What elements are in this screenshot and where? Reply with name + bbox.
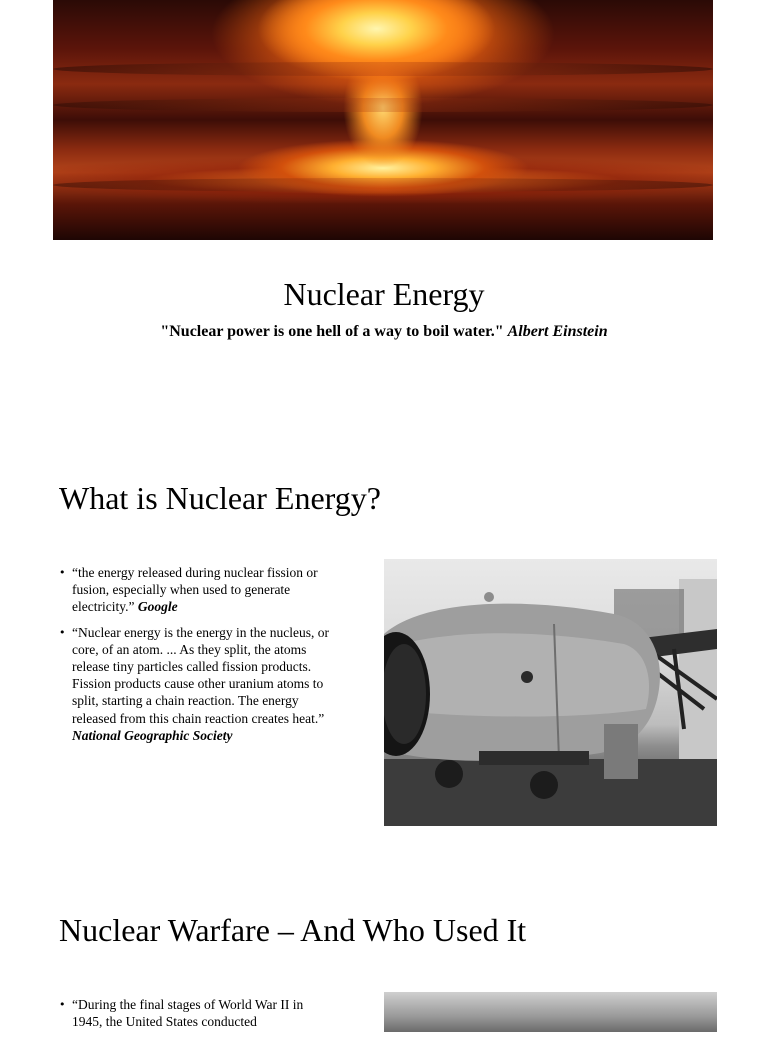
- historical-photo: [384, 992, 717, 1032]
- quote-author: Albert Einstein: [507, 323, 608, 340]
- bullet-source: Google: [137, 599, 178, 615]
- bullet-dot-icon: •: [59, 625, 66, 639]
- bomb-photo: [384, 559, 717, 826]
- quote-text: "Nuclear power is one hell of a way to boil water.": [160, 323, 504, 340]
- cloud-band: [53, 178, 713, 192]
- bullet-text: “Nuclear energy is the energy in the nucleus, or core, of an atom. ... As they split, the atoms release tiny particles called fission products. Fission products cause other uranium atoms to split, starting a chain reaction. The energy released from this chain reaction creates heat.”: [72, 624, 330, 726]
- cloud-band: [53, 98, 713, 112]
- section-heading-what-is: What is Nuclear Energy?: [59, 480, 381, 516]
- slide-quote: [0, 322, 768, 342]
- bullet-list: [56, 996, 336, 1038]
- cloud-band: [53, 62, 713, 76]
- bullet-text: “the energy released during nuclear fission or fusion, especially when used to generate electricity.”: [72, 565, 318, 615]
- bullet-list: [56, 564, 336, 752]
- bullet-dot-icon: •: [59, 566, 66, 579]
- list-item: [56, 564, 336, 616]
- list-item: [56, 624, 336, 744]
- list-item: [56, 996, 336, 1030]
- bullet-text: “During the final stages of World War II in 1945, the United States conducted: [72, 997, 304, 1030]
- section-heading-nuclear-warfare: Nuclear Warfare – And Who Used It: [59, 912, 527, 948]
- hero-image-nuclear-explosion: [53, 0, 713, 240]
- bullet-dot-icon: •: [59, 998, 66, 1011]
- bullet-source: National Geographic Society: [72, 727, 233, 743]
- bomb-illustration: [384, 559, 717, 826]
- slide-title: Nuclear Energy: [283, 276, 485, 312]
